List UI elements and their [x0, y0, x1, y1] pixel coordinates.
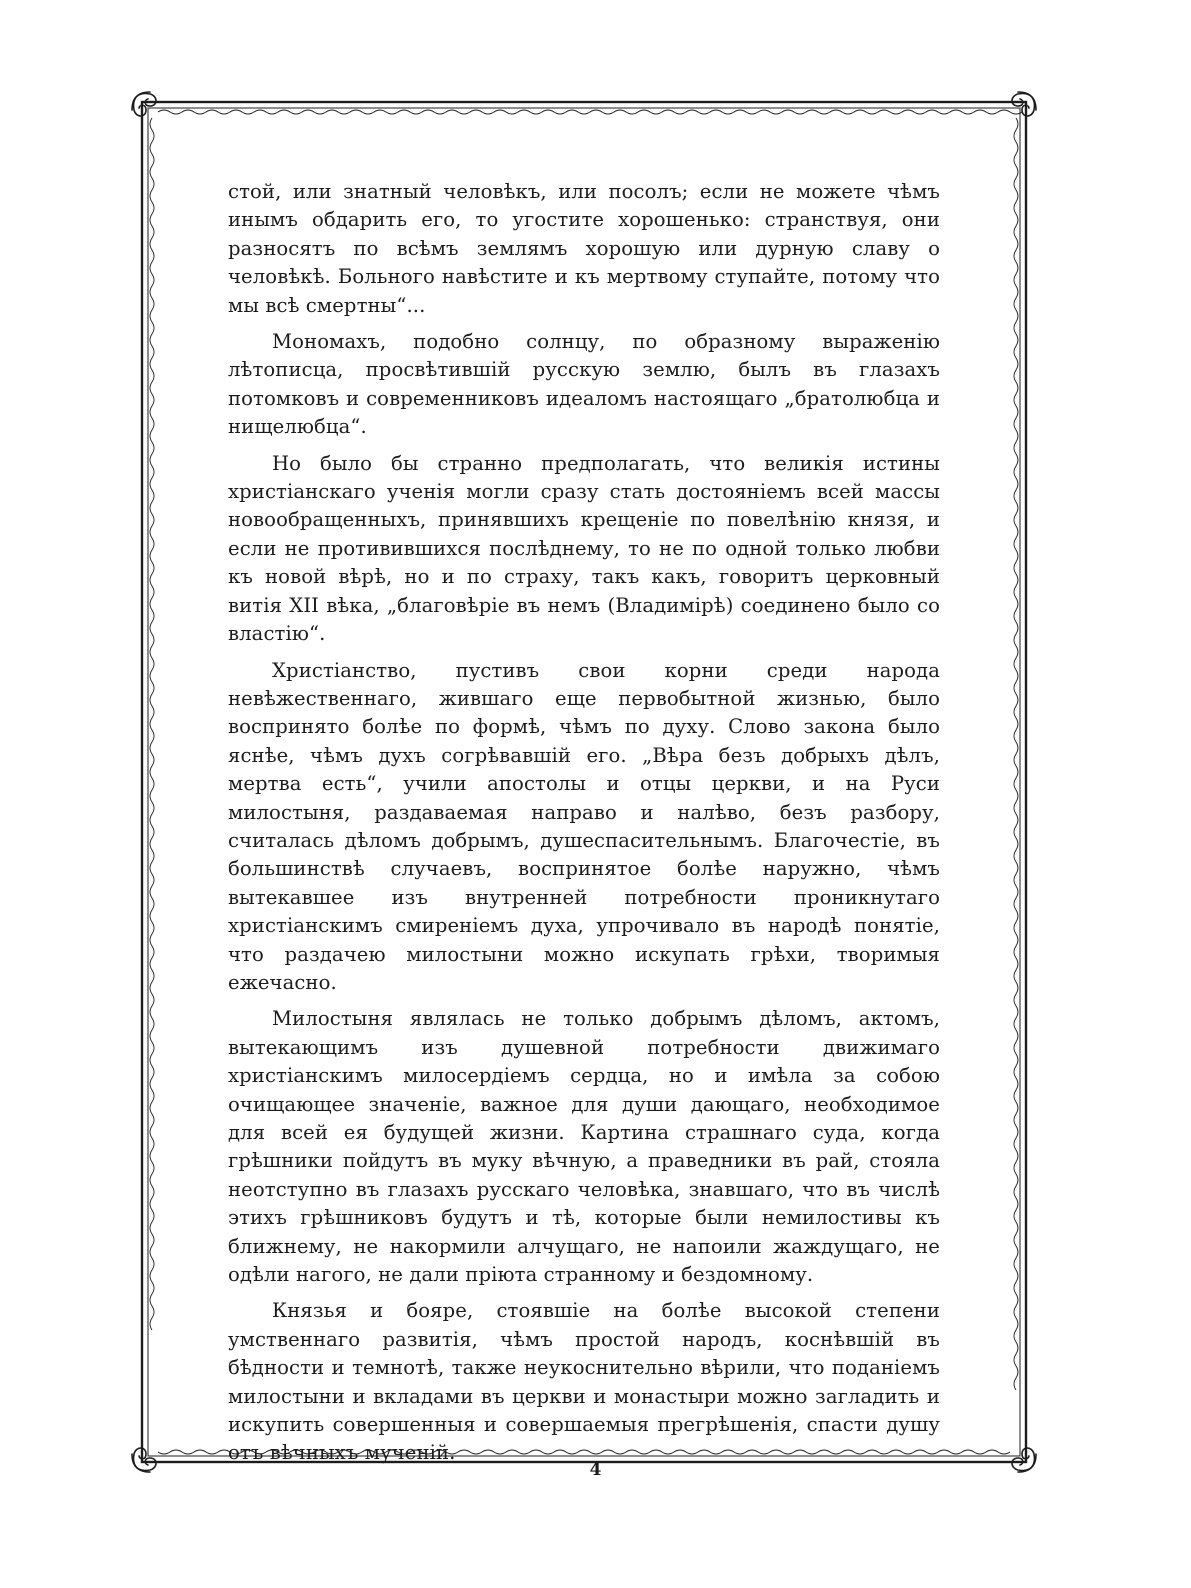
body-text	[228, 178, 940, 1476]
paragraph-3: Но было бы странно предполагать, что великія истины христіанскаго ученія могли сразу стать достояніемъ всей массы новообращенныхъ, принявшихъ крещеніе по повелѣнію князя, и если не противившихся послѣднему, то не по одной только любви къ новой вѣрѣ, но и по страху, такъ какъ, говоритъ церковный витія XII вѣка, „благовѣріе въ немъ (Владимірѣ) соединено было со властію“.	[228, 451, 940, 646]
paragraph-1: стой, или знатный человѣкъ, или посолъ; если не можете чѣмъ инымъ обдарить его, то угостите хорошенько: странствуя, они разносятъ по всѣмъ землямъ хорошую или дурную славу о человѣкѣ. Больного навѣстите и къ мертвому ступайте, потому что мы всѣ смертны“...	[228, 180, 940, 317]
paragraph-5: Милостыня являлась не только добрымъ дѣломъ, актомъ, вытекающимъ изъ душевной потребности движимаго христіанскимъ милосердіемъ сердца, но и имѣла за собою очищающее значеніе, важное для души дающаго, необходимое для всей ея будущей жизни. Картина страшнаго суда, когда грѣшники пойдутъ въ муку вѣчную, а праведники въ рай, стояла неотступно въ глазахъ русскаго человѣка, знавшаго, что въ числѣ этихъ грѣшниковъ будутъ и тѣ, которые были немилостивы къ ближнему, не накормили алчущаго, не напоили жаждущаго, не одѣли нагого, не дали пріюта странному и бездомному.	[228, 1007, 940, 1287]
paragraph-6: Князья и бояре, стоявшіе на болѣе высокой степени умственнаго развитія, чѣмъ простой народъ, коснѣвшій въ бѣдности и темнотѣ, также неукоснительно вѣрили, что поданіемъ милостыни и вкладами въ церкви и монастыри можно загладить и искупить совершенныя и совершаемыя прегрѣшенія, спасти душу отъ вѣчныхъ мученій.	[228, 1299, 940, 1465]
page-number: 4	[589, 1460, 602, 1480]
paragraph-4: Христіанство, пустивъ свои корни среди народа невѣжественнаго, жившаго еще первобытной жизнью, было воспринято болѣе по формѣ, чѣмъ по духу. Слово закона было яснѣе, чѣмъ духъ согрѣвавшій его. „Вѣра безъ добрыхъ дѣлъ, мертва есть“, учили апостолы и отцы церкви, и на Руси милостыня, раздаваемая направо и налѣво, безъ разбору, считалась дѣломъ добрымъ, душеспасительнымъ. Благочестіе, въ большинствѣ случаевъ, воспринятое болѣе наружно, чѣмъ вытекавшее изъ внутренней потребности проникнутаго христіанскимъ смиреніемъ духа, упрочивало въ народѣ понятіе, что раздачею милостыни можно искупать грѣхи, творимыя ежечасно.	[228, 658, 940, 994]
paragraph-2: Мономахъ, подобно солнцу, по образному выраженію лѣтописца, просвѣтившій русскую землю, былъ въ глазахъ потомковъ и современниковъ идеаломъ настоящаго „братолюбца и нищелюбца“.	[228, 330, 940, 439]
